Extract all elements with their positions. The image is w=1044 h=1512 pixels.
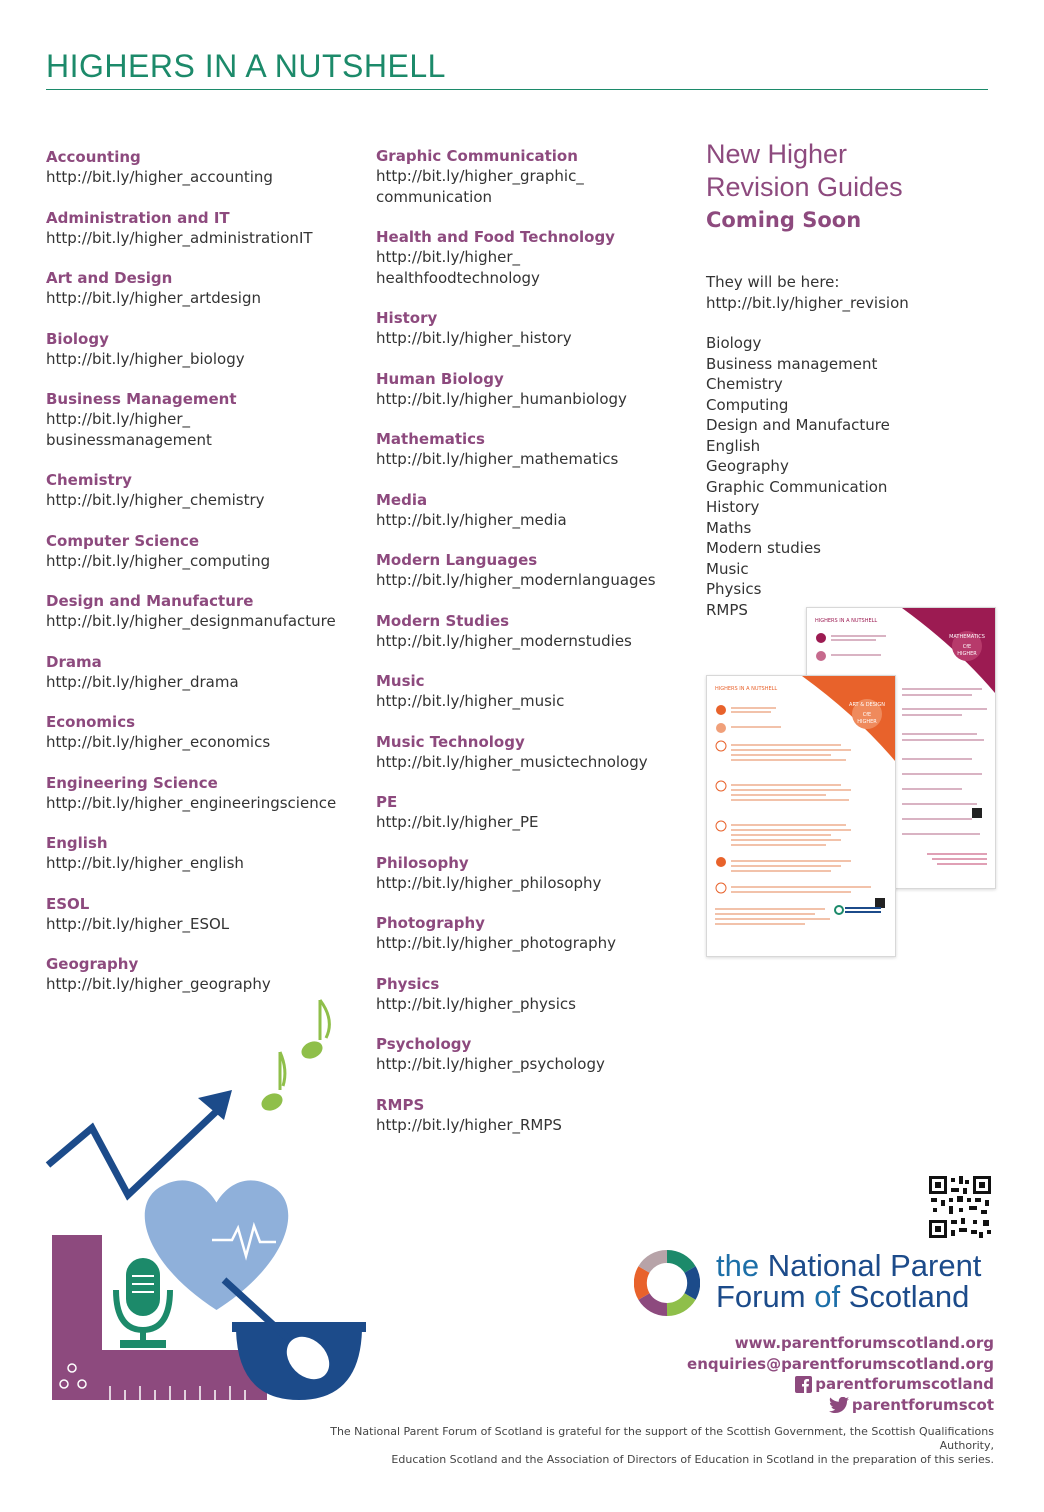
contact-details xyxy=(687,1333,994,1415)
footer-line-2: Education Scotland and the Association of Directors of Education in Scotland in the preparation of this series. xyxy=(391,1453,994,1466)
revision-heading-line2: Revision Guides xyxy=(706,172,903,202)
logo-word-of: of xyxy=(814,1279,841,1314)
subject-url-link[interactable]: communication xyxy=(376,187,493,206)
subject-entry xyxy=(376,974,686,1015)
subject-entry xyxy=(46,833,366,874)
subject-url-link[interactable]: http://bit.ly/higher_psychology xyxy=(376,1055,605,1073)
subject-name: Engineering Science xyxy=(46,773,218,792)
subject-url-link[interactable]: http://bit.ly/higher_ xyxy=(376,248,520,266)
subject-name: Photography xyxy=(376,914,485,932)
subject-entry xyxy=(46,531,366,572)
revision-subject-item: Physics xyxy=(706,580,762,598)
thumb-front-title: HIGHERS IN A NUTSHELL xyxy=(715,686,778,692)
subject-column-2 xyxy=(376,146,686,1155)
subject-name: History xyxy=(376,309,438,327)
subject-entry xyxy=(376,227,686,288)
subject-name: Psychology xyxy=(376,1035,472,1053)
subject-url-link[interactable]: http://bit.ly/higher_photography xyxy=(376,934,617,952)
subject-name: Accounting xyxy=(46,148,141,166)
email-link[interactable]: enquiries@parentforumscotland.org xyxy=(687,1354,994,1373)
subject-url-link[interactable]: http://bit.ly/higher_physics xyxy=(376,994,576,1013)
thumbnail-art-design xyxy=(706,675,896,957)
subject-name: Drama xyxy=(46,652,102,671)
revision-guides-panel xyxy=(706,138,1006,620)
revision-subject-item: Computing xyxy=(706,395,789,414)
revision-subject-item: Chemistry xyxy=(706,375,783,393)
subject-name: Geography xyxy=(46,955,139,973)
revision-subject-item: Maths xyxy=(706,518,752,537)
footer-line-1: The National Parent Forum of Scotland is grateful for the support of the Scottish Government, the Scottish Qualifications Authority, xyxy=(330,1425,994,1452)
subject-name: ESOL xyxy=(46,894,90,913)
subject-name: Music xyxy=(376,672,425,690)
subject-url-link[interactable]: http://bit.ly/higher_engineeringscience xyxy=(46,793,337,812)
subject-url-link[interactable]: businessmanagement xyxy=(46,430,212,449)
revision-url-link[interactable]: http://bit.ly/higher_revision xyxy=(706,293,909,312)
subject-url-link[interactable]: http://bit.ly/higher_ESOL xyxy=(46,914,230,933)
logo-word-the: the xyxy=(716,1248,760,1283)
subject-name: Health and Food Technology xyxy=(376,228,615,246)
subject-url-link[interactable]: http://bit.ly/higher_accounting xyxy=(46,168,273,186)
facebook-icon xyxy=(795,1376,812,1393)
revision-subject-item: History xyxy=(706,498,760,516)
thumb-back-level-1: CfE xyxy=(962,644,972,650)
subject-url-link[interactable]: http://bit.ly/higher_artdesign xyxy=(46,289,261,307)
subject-name: RMPS xyxy=(376,1095,425,1114)
subject-entry xyxy=(46,773,366,814)
thumb-front-badge: ART & DESIGN xyxy=(849,702,885,708)
subject-entry xyxy=(46,591,366,632)
subject-url-link[interactable]: http://bit.ly/higher_history xyxy=(376,329,572,347)
revision-intro: They will be here: xyxy=(706,273,840,291)
revision-subject-item: Geography xyxy=(706,457,789,475)
revision-subject-item: Biology xyxy=(706,334,762,352)
subject-entry xyxy=(46,954,366,995)
subject-name: Graphic Communication xyxy=(376,147,578,165)
subject-url-link[interactable]: http://bit.ly/higher_designmanufacture xyxy=(46,612,336,630)
thumb-front-level-2: HIGHER xyxy=(857,719,877,725)
subject-name: Biology xyxy=(46,329,109,348)
subject-name: PE xyxy=(376,793,398,811)
subject-entry xyxy=(46,894,366,935)
subject-entry xyxy=(46,470,366,511)
logo-line1: National Parent xyxy=(767,1248,982,1283)
heart-icon xyxy=(145,1180,289,1310)
subject-entry xyxy=(376,732,686,773)
subject-url-link[interactable]: http://bit.ly/higher_humanbiology xyxy=(376,389,627,408)
sample-guide-thumbnails xyxy=(706,607,996,959)
subject-url-link[interactable]: http://bit.ly/higher_RMPS xyxy=(376,1115,562,1134)
subject-entry xyxy=(376,146,686,207)
subject-url-link[interactable]: http://bit.ly/higher_music xyxy=(376,692,565,710)
subject-url-link[interactable]: http://bit.ly/higher_computing xyxy=(46,551,271,570)
subject-entry xyxy=(376,1095,686,1136)
subjects-illustration xyxy=(40,990,380,1410)
twitter-link[interactable] xyxy=(687,1395,994,1416)
subject-name: Computer Science xyxy=(46,531,200,550)
acknowledgement-footer xyxy=(274,1425,994,1467)
subject-url-link[interactable]: http://bit.ly/higher_english xyxy=(46,854,244,872)
revision-subject-item: Design and Manufacture xyxy=(706,416,890,434)
subject-name: Media xyxy=(376,490,428,509)
subject-entry xyxy=(46,329,366,370)
subject-url-link[interactable]: http://bit.ly/higher_musictechnology xyxy=(376,752,648,771)
facebook-link[interactable] xyxy=(687,1374,994,1395)
subject-url-link[interactable]: http://bit.ly/higher_drama xyxy=(46,672,239,691)
subject-name: Design and Manufacture xyxy=(46,592,254,610)
subject-url-link[interactable]: http://bit.ly/higher_modernlanguages xyxy=(376,571,656,589)
subject-name: Art and Design xyxy=(46,269,173,287)
revision-subject-item: English xyxy=(706,436,761,455)
coming-soon-label: Coming Soon xyxy=(706,208,862,232)
subject-name: Modern Studies xyxy=(376,611,510,630)
subject-url-link[interactable]: healthfoodtechnology xyxy=(376,268,540,287)
revision-subject-item: Modern studies xyxy=(706,539,821,557)
subject-url-link[interactable]: http://bit.ly/higher_ xyxy=(46,410,190,428)
subject-entry xyxy=(376,792,686,833)
subject-name: Music Technology xyxy=(376,732,525,751)
logo-ring-icon xyxy=(634,1250,700,1316)
subject-name: Mathematics xyxy=(376,430,485,448)
subject-entry xyxy=(376,490,686,531)
revision-subject-item: Business management xyxy=(706,354,878,373)
subject-url-link[interactable]: http://bit.ly/higher_biology xyxy=(46,349,245,368)
subject-url-link[interactable]: http://bit.ly/higher_modernstudies xyxy=(376,631,632,650)
subject-entry xyxy=(46,268,366,309)
subject-url-link[interactable]: http://bit.ly/higher_geography xyxy=(46,975,271,993)
title-divider xyxy=(46,89,988,90)
subject-name: Business Management xyxy=(46,390,237,408)
subject-url-link[interactable]: http://bit.ly/higher_graphic_ xyxy=(376,167,584,185)
revision-subject-list xyxy=(706,333,1006,620)
subject-url-link[interactable]: http://bit.ly/higher_administrationIT xyxy=(46,228,313,247)
subject-entry xyxy=(376,913,686,954)
website-link[interactable]: www.parentforumscotland.org xyxy=(734,1334,994,1352)
revision-heading-line1: New Higher xyxy=(706,139,848,169)
subject-entry xyxy=(46,389,366,450)
subject-entry xyxy=(376,429,686,470)
subject-entry xyxy=(376,611,686,652)
subject-name: Economics xyxy=(46,713,136,731)
logo-wordmark xyxy=(716,1250,981,1312)
subject-url-link[interactable]: http://bit.ly/higher_philosophy xyxy=(376,873,602,892)
subject-name: Physics xyxy=(376,974,440,993)
subject-entry xyxy=(46,712,366,753)
subject-name: English xyxy=(46,834,108,852)
revision-subject-item: Music xyxy=(706,559,749,578)
npfs-logo xyxy=(634,1250,996,1322)
subject-entry xyxy=(376,369,686,410)
subject-name: Modern Languages xyxy=(376,551,538,569)
subject-entry xyxy=(376,671,686,712)
subject-entry xyxy=(46,147,366,188)
page-title: HIGHERS IN A NUTSHELL xyxy=(46,48,446,84)
thumb-back-title: HIGHERS IN A NUTSHELL xyxy=(815,618,878,624)
subject-entry xyxy=(376,550,686,591)
thumb-back-badge: MATHEMATICS xyxy=(949,634,985,640)
qr-code-icon xyxy=(929,1176,991,1238)
rising-arrow-icon xyxy=(48,1090,232,1195)
subject-entry xyxy=(376,1034,686,1075)
revision-subject-item: RMPS xyxy=(706,600,748,619)
subject-name: Administration and IT xyxy=(46,208,230,227)
logo-word-forum: Forum xyxy=(716,1279,806,1314)
subject-url-link[interactable]: http://bit.ly/higher_chemistry xyxy=(46,491,265,509)
subject-name: Chemistry xyxy=(46,471,132,489)
subject-url-link[interactable]: http://bit.ly/higher_economics xyxy=(46,733,271,751)
subject-entry xyxy=(46,208,366,249)
subject-name: Human Biology xyxy=(376,369,504,388)
twitter-icon xyxy=(829,1397,849,1413)
subject-entry xyxy=(376,853,686,894)
microphone-icon xyxy=(116,1258,170,1348)
music-note-icon xyxy=(259,1000,330,1114)
thumb-back-level-2: HIGHER xyxy=(957,651,977,657)
twitter-handle: parentforumscot xyxy=(851,1395,994,1414)
subject-entry xyxy=(376,308,686,349)
subject-url-link[interactable]: http://bit.ly/higher_PE xyxy=(376,813,539,831)
subject-column-1 xyxy=(46,147,366,1015)
logo-word-scotland: Scotland xyxy=(848,1279,970,1314)
facebook-handle: parentforumscotland xyxy=(815,1375,994,1393)
thumb-front-level-1: CfE xyxy=(862,712,872,718)
subject-name: Philosophy xyxy=(376,853,469,872)
subject-entry xyxy=(46,652,366,693)
subject-url-link[interactable]: http://bit.ly/higher_mathematics xyxy=(376,450,619,468)
revision-subject-item: Graphic Communication xyxy=(706,477,888,496)
subject-url-link[interactable]: http://bit.ly/higher_media xyxy=(376,510,567,529)
